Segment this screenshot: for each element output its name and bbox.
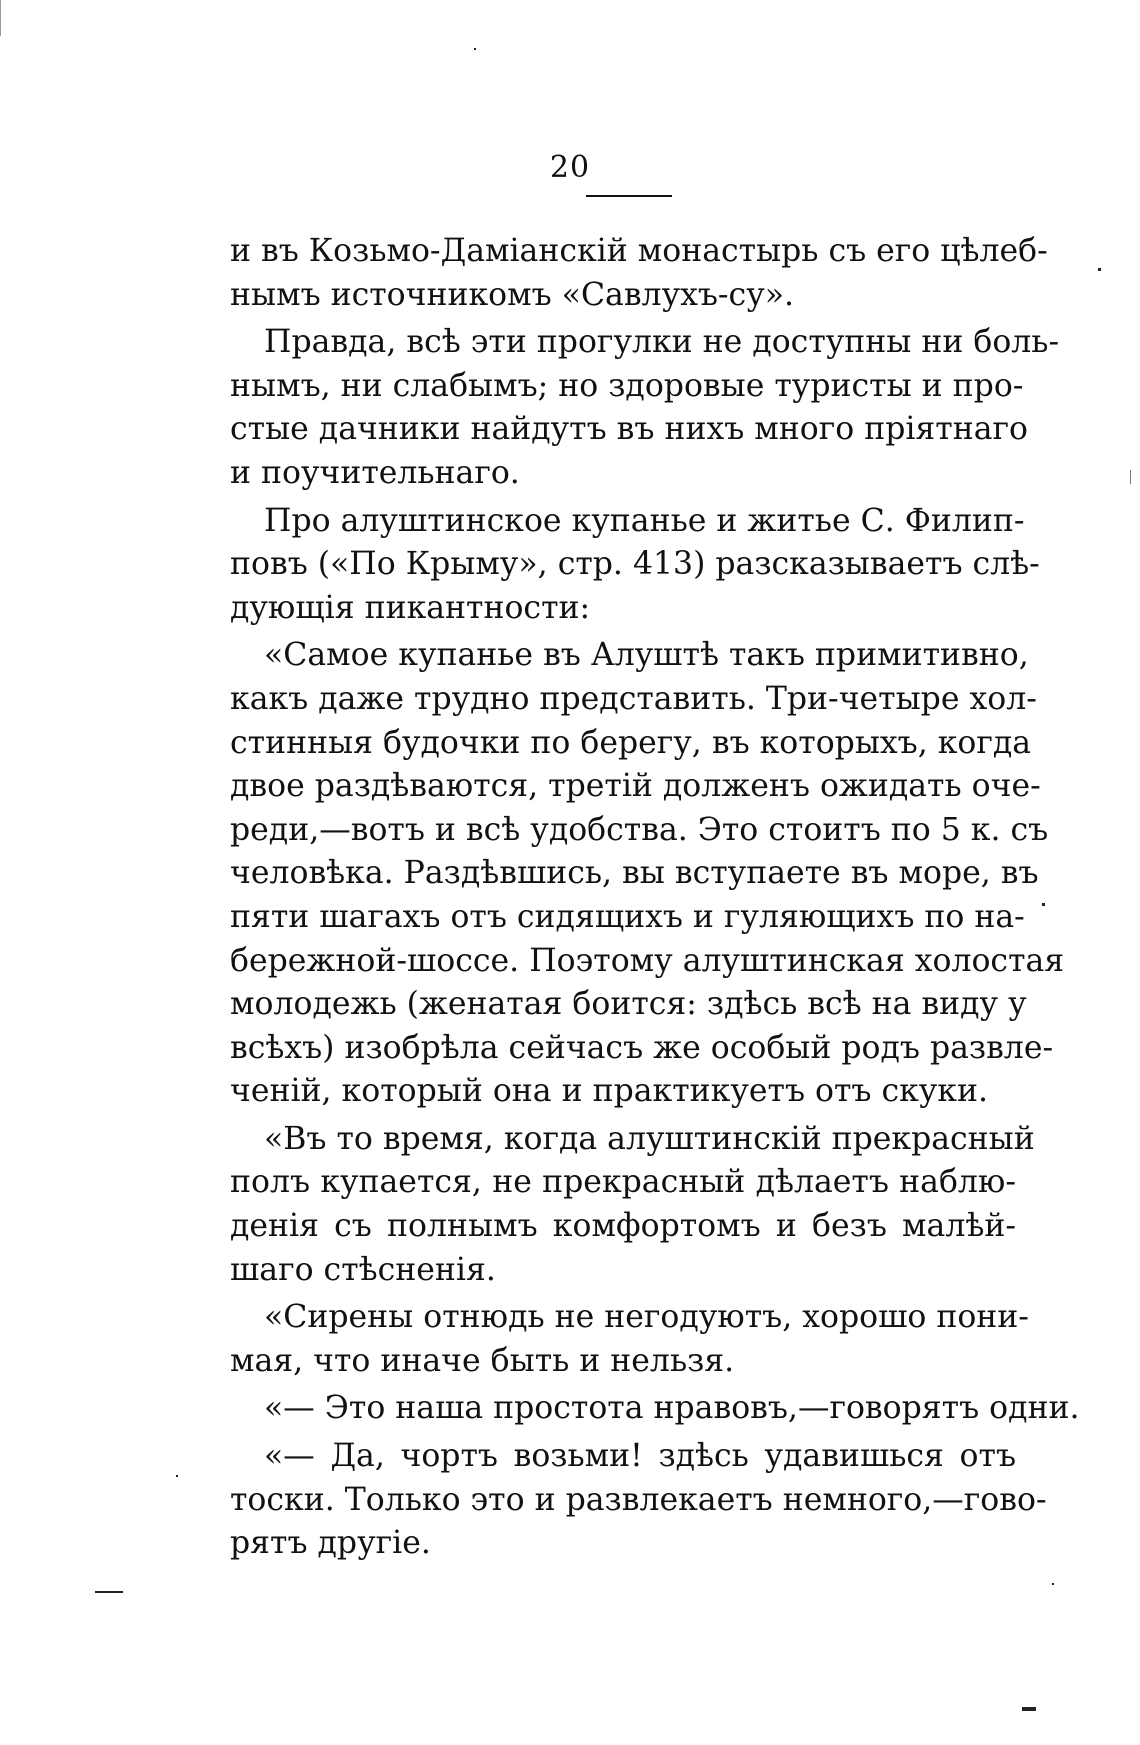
text-line: «Самое купанье въ Алуштѣ такъ примитивно,: [264, 637, 1029, 674]
text-line: ченій, который она и практикуетъ отъ скуки.: [230, 1073, 988, 1110]
text-line: полъ купается, не прекрасный дѣлаетъ наблю-: [230, 1164, 1016, 1201]
text-line: повъ («По Крыму», стр. 413) разсказываетъ слѣ-: [230, 546, 1040, 583]
text-line: «Сирены отнюдь не негодуютъ, хорошо пони-: [264, 1299, 1029, 1336]
scan-speck: [95, 1591, 123, 1593]
paragraph-8: [230, 1435, 1047, 1566]
paragraph-3: [230, 500, 1040, 631]
paragraph-1: [230, 230, 1048, 317]
page-number-rule: [586, 195, 672, 197]
scan-speck: [1130, 470, 1131, 484]
text-line: «— Да, чортъ возьми! здѣсь удавишься отъ: [264, 1438, 1016, 1475]
text-line: бережной-шоссе. Поэтому алуштинская холостая: [230, 942, 1065, 979]
paragraph-2: [230, 321, 1060, 495]
scan-speck: [1098, 268, 1101, 271]
text-line: человѣка. Раздѣвшись, вы вступаете въ море, въ: [230, 855, 1039, 892]
text-line: дующія пикантности:: [230, 589, 591, 626]
text-line: и въ Козьмо-Даміанскій монастырь съ его цѣлеб-: [230, 233, 1048, 269]
text-line: реди,—вотъ и всѣ удобства. Это стоитъ по 5 к. съ: [230, 811, 1049, 848]
text-line: денія съ полнымъ комфортомъ и безъ малѣй-: [230, 1208, 1016, 1245]
text-line: всѣхъ) изобрѣла сейчасъ же особый родъ развле-: [230, 1029, 1054, 1066]
scan-speck: [474, 48, 476, 50]
paragraph-4: [230, 634, 1065, 1114]
scan-speck: [0, 0, 1, 36]
body-text: [230, 230, 1080, 1566]
scan-speck: [1042, 903, 1045, 906]
scan-speck: [176, 1475, 178, 1477]
text-line: «— Это наша простота нравовъ,—говорятъ одни.: [264, 1390, 1080, 1427]
text-line: шаго стѣсненія.: [230, 1251, 496, 1288]
text-line: молодежь (женатая боится: здѣсь всѣ на виду у: [230, 986, 1027, 1023]
text-line: нымъ, ни слабымъ; но здоровые туристы и про-: [230, 367, 1024, 404]
paragraph-7: [230, 1387, 1080, 1431]
text-line: какъ даже трудно представить. Три-четыре хол-: [230, 680, 1037, 717]
scan-speck: [1052, 1583, 1054, 1585]
text-line: нымъ источникомъ «Савлухъ-су».: [230, 276, 795, 313]
text-line: стинныя будочки по берегу, въ которыхъ, когда: [230, 724, 1032, 761]
text-line: Про алуштинское купанье и житье С. Филип-: [264, 502, 1025, 539]
text-line: «Въ то время, когда алуштинскій прекрасный: [264, 1120, 1035, 1157]
text-line: тоски. Только это и развлекаетъ немного,—гово-: [230, 1481, 1047, 1518]
text-line: мая, что иначе быть и нельзя.: [230, 1342, 735, 1379]
text-line: Правда, всѣ эти прогулки не доступны ни боль-: [264, 324, 1060, 361]
text-line: двое раздѣваются, третій долженъ ожидать оче-: [230, 768, 1041, 805]
page-number: 20: [549, 150, 591, 185]
scan-speck: [1022, 1707, 1036, 1711]
text-line: и поучительнаго.: [230, 454, 520, 491]
text-line: рятъ другіе.: [230, 1525, 431, 1562]
paragraph-5: [230, 1118, 1035, 1292]
text-line: стые дачники найдутъ въ нихъ много пріятнаго: [230, 411, 1028, 448]
text-line: пяти шагахъ отъ сидящихъ и гуляющихъ по на-: [230, 898, 1025, 935]
paragraph-6: [230, 1296, 1029, 1383]
